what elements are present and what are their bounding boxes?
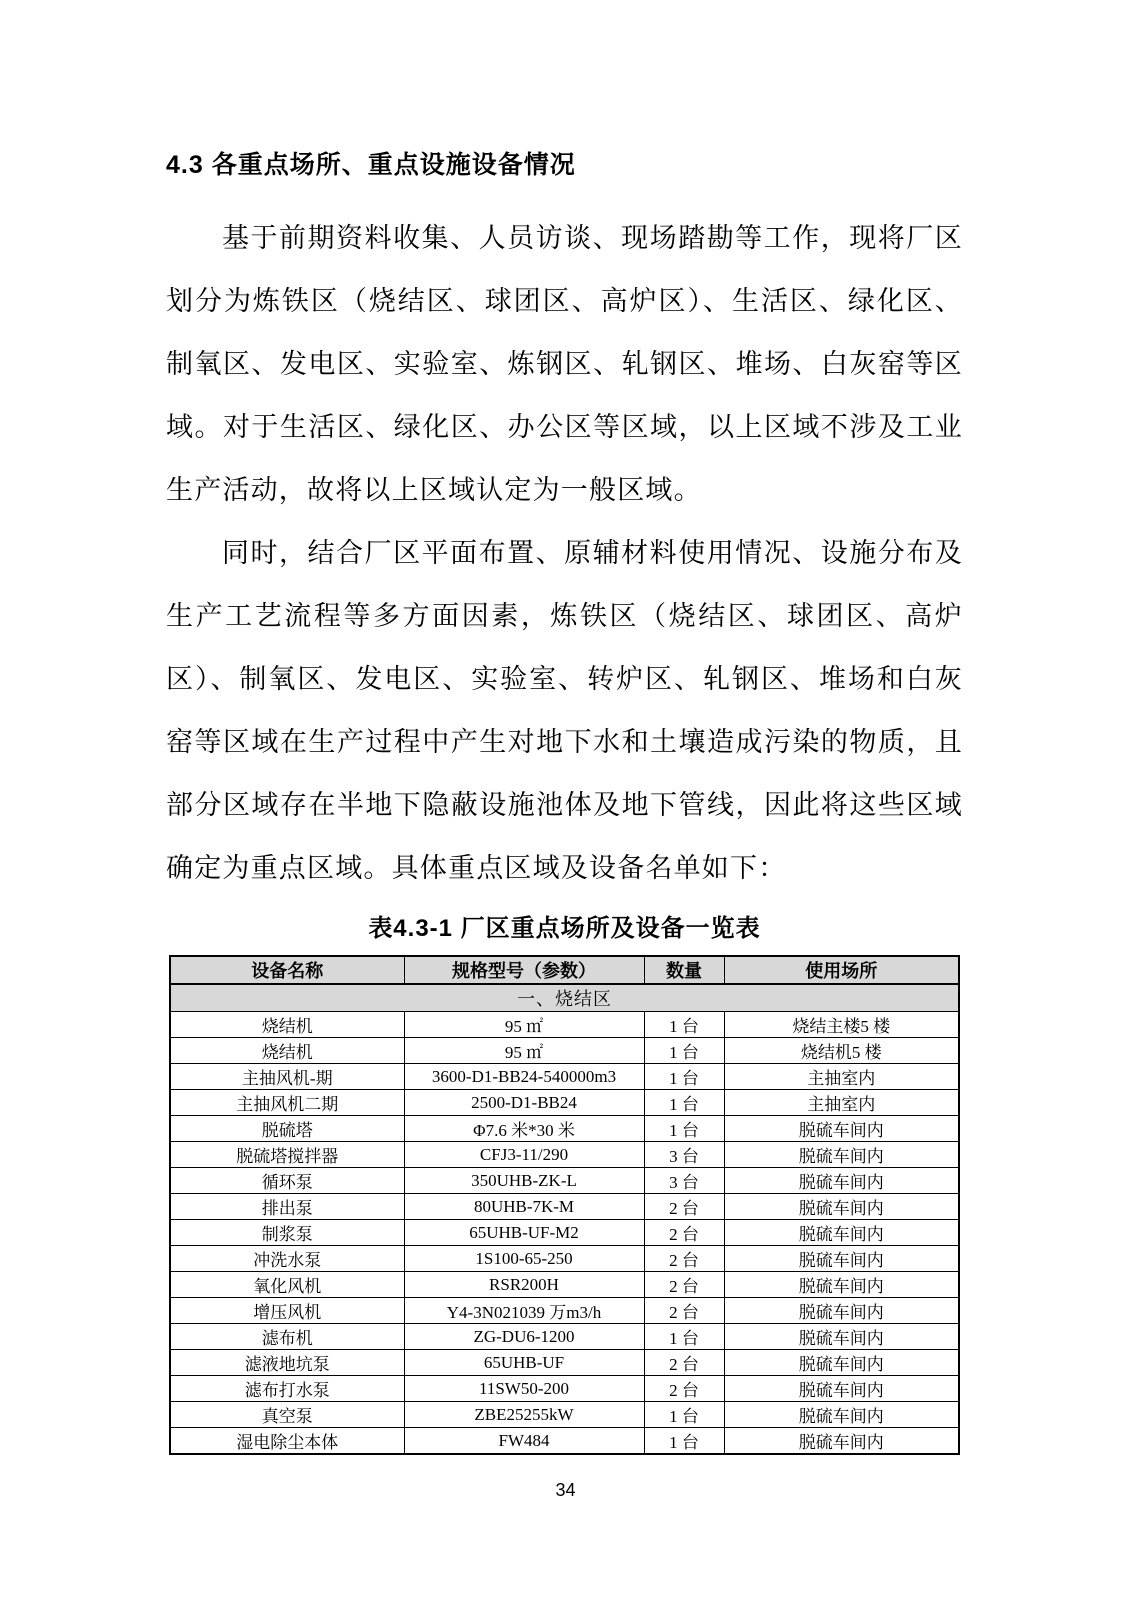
table-cell: 2500-D1-BB24 bbox=[404, 1090, 644, 1116]
table-cell: 烧结机 bbox=[170, 1012, 404, 1038]
table-cell: 1 台 bbox=[644, 1428, 724, 1455]
table-cell: Y4-3N021039 万m3/h bbox=[404, 1298, 644, 1324]
column-header-equipment-name: 设备名称 bbox=[170, 956, 404, 984]
table-cell: 滤布机 bbox=[170, 1324, 404, 1350]
table-row bbox=[170, 1376, 959, 1402]
table-cell: 脱硫塔搅拌器 bbox=[170, 1142, 404, 1168]
table-cell: 脱硫车间内 bbox=[724, 1142, 959, 1168]
table-cell: 1 台 bbox=[644, 1402, 724, 1428]
table-cell: 脱硫车间内 bbox=[724, 1376, 959, 1402]
table-cell: 95 ㎡ bbox=[404, 1012, 644, 1038]
table-section-row bbox=[170, 984, 959, 1012]
table-cell: 1 台 bbox=[644, 1038, 724, 1064]
table-title: 表4.3-1 厂区重点场所及设备一览表 bbox=[368, 915, 761, 942]
page-number: 34 bbox=[555, 1480, 576, 1500]
table-cell: 湿电除尘本体 bbox=[170, 1428, 404, 1455]
table-cell: 65UHB-UF-M2 bbox=[404, 1220, 644, 1246]
table-cell: 350UHB-ZK-L bbox=[404, 1168, 644, 1194]
table-cell: 1 台 bbox=[644, 1116, 724, 1142]
table-cell: 制浆泵 bbox=[170, 1220, 404, 1246]
table-cell: 真空泵 bbox=[170, 1402, 404, 1428]
table-cell: 2 台 bbox=[644, 1246, 724, 1272]
table-cell: 3600-D1-BB24-540000m3 bbox=[404, 1064, 644, 1090]
table-row bbox=[170, 1038, 959, 1064]
table-row bbox=[170, 1350, 959, 1376]
section-heading: 4.3 各重点场所、重点设施设备情况 bbox=[166, 151, 576, 179]
table-cell: 烧结机 bbox=[170, 1038, 404, 1064]
table-cell: 增压风机 bbox=[170, 1298, 404, 1324]
table-row bbox=[170, 1298, 959, 1324]
table-cell: 1 台 bbox=[644, 1090, 724, 1116]
table-cell: 2 台 bbox=[644, 1350, 724, 1376]
table-cell: 脱硫车间内 bbox=[724, 1350, 959, 1376]
table-cell: 80UHB-7K-M bbox=[404, 1194, 644, 1220]
table-section-label: 一、烧结区 bbox=[170, 984, 959, 1012]
table-cell: 脱硫车间内 bbox=[724, 1246, 959, 1272]
equipment-table bbox=[169, 955, 960, 1455]
table-row bbox=[170, 1064, 959, 1090]
table-cell: 排出泵 bbox=[170, 1194, 404, 1220]
table-row bbox=[170, 1220, 959, 1246]
table-row bbox=[170, 1324, 959, 1350]
table-row bbox=[170, 1428, 959, 1455]
table-cell: 烧结机5 楼 bbox=[724, 1038, 959, 1064]
table-cell: 2 台 bbox=[644, 1272, 724, 1298]
table-cell: CFJ3-11/290 bbox=[404, 1142, 644, 1168]
table-row bbox=[170, 1246, 959, 1272]
table-cell: 氧化风机 bbox=[170, 1272, 404, 1298]
table-cell: 烧结主楼5 楼 bbox=[724, 1012, 959, 1038]
table-cell: 滤液地坑泵 bbox=[170, 1350, 404, 1376]
table-cell: 脱硫车间内 bbox=[724, 1428, 959, 1455]
table-cell: 1 台 bbox=[644, 1064, 724, 1090]
table-cell: 3 台 bbox=[644, 1168, 724, 1194]
table-cell: 主抽风机-期 bbox=[170, 1064, 404, 1090]
table-cell: 主抽室内 bbox=[724, 1090, 959, 1116]
table-cell: 脱硫车间内 bbox=[724, 1324, 959, 1350]
table-row bbox=[170, 1402, 959, 1428]
table-cell: 脱硫车间内 bbox=[724, 1220, 959, 1246]
table-cell: RSR200H bbox=[404, 1272, 644, 1298]
body-paragraph-1: 基于前期资料收集、人员访谈、现场踏勘等工作，现将厂区划分为炼铁区（烧结区、球团区、高炉区）、生活区、绿化区、制氧区、发电区、实验室、炼钢区、轧钢区、堆场、白灰窑等区域。对于生活区、绿化区、办公区等区域，以上区域不涉及工业生产活动，故将以上区域认定为一般区域。 bbox=[166, 223, 963, 505]
table-header-row bbox=[170, 956, 959, 984]
table-cell: ZBE25255kW bbox=[404, 1402, 644, 1428]
column-header-spec-model: 规格型号（参数） bbox=[404, 956, 644, 984]
column-header-usage-location: 使用场所 bbox=[724, 956, 959, 984]
table-cell: 1S100-65-250 bbox=[404, 1246, 644, 1272]
table-cell: 2 台 bbox=[644, 1376, 724, 1402]
table-cell: 脱硫车间内 bbox=[724, 1272, 959, 1298]
table-cell: 3 台 bbox=[644, 1142, 724, 1168]
table-row bbox=[170, 1142, 959, 1168]
table-row bbox=[170, 1012, 959, 1038]
table-cell: 脱硫车间内 bbox=[724, 1298, 959, 1324]
table-cell: 主抽室内 bbox=[724, 1064, 959, 1090]
table-cell: FW484 bbox=[404, 1428, 644, 1455]
table-cell: Φ7.6 米*30 米 bbox=[404, 1116, 644, 1142]
table-body bbox=[170, 1012, 959, 1455]
column-header-quantity: 数量 bbox=[644, 956, 724, 984]
table-cell: 冲洗水泵 bbox=[170, 1246, 404, 1272]
table-cell: 2 台 bbox=[644, 1194, 724, 1220]
table-cell: 滤布打水泵 bbox=[170, 1376, 404, 1402]
table-cell: 11SW50-200 bbox=[404, 1376, 644, 1402]
table-row bbox=[170, 1272, 959, 1298]
table-cell: 脱硫车间内 bbox=[724, 1194, 959, 1220]
table-cell: 1 台 bbox=[644, 1324, 724, 1350]
table-cell: 脱硫车间内 bbox=[724, 1168, 959, 1194]
table-row bbox=[170, 1194, 959, 1220]
table-cell: 95 ㎡ bbox=[404, 1038, 644, 1064]
table-cell: 1 台 bbox=[644, 1012, 724, 1038]
table-cell: 脱硫车间内 bbox=[724, 1116, 959, 1142]
table-cell: ZG-DU6-1200 bbox=[404, 1324, 644, 1350]
table-cell: 脱硫车间内 bbox=[724, 1402, 959, 1428]
body-paragraph-2: 同时，结合厂区平面布置、原辅材料使用情况、设施分布及生产工艺流程等多方面因素，炼铁区（烧结区、球团区、高炉区）、制氧区、发电区、实验室、转炉区、轧钢区、堆场和白灰窑等区域在生产过程中产生对地下水和土壤造成污染的物质，且部分区域存在半地下隐蔽设施池体及地下管线，因此将这些区域确定为重点区域。具体重点区域及设备名单如下： bbox=[166, 538, 963, 883]
table-cell: 65UHB-UF bbox=[404, 1350, 644, 1376]
table-row bbox=[170, 1090, 959, 1116]
table-row bbox=[170, 1116, 959, 1142]
table-cell: 主抽风机二期 bbox=[170, 1090, 404, 1116]
table-row bbox=[170, 1168, 959, 1194]
table-cell: 2 台 bbox=[644, 1298, 724, 1324]
table-cell: 2 台 bbox=[644, 1220, 724, 1246]
table-cell: 循环泵 bbox=[170, 1168, 404, 1194]
table-cell: 脱硫塔 bbox=[170, 1116, 404, 1142]
